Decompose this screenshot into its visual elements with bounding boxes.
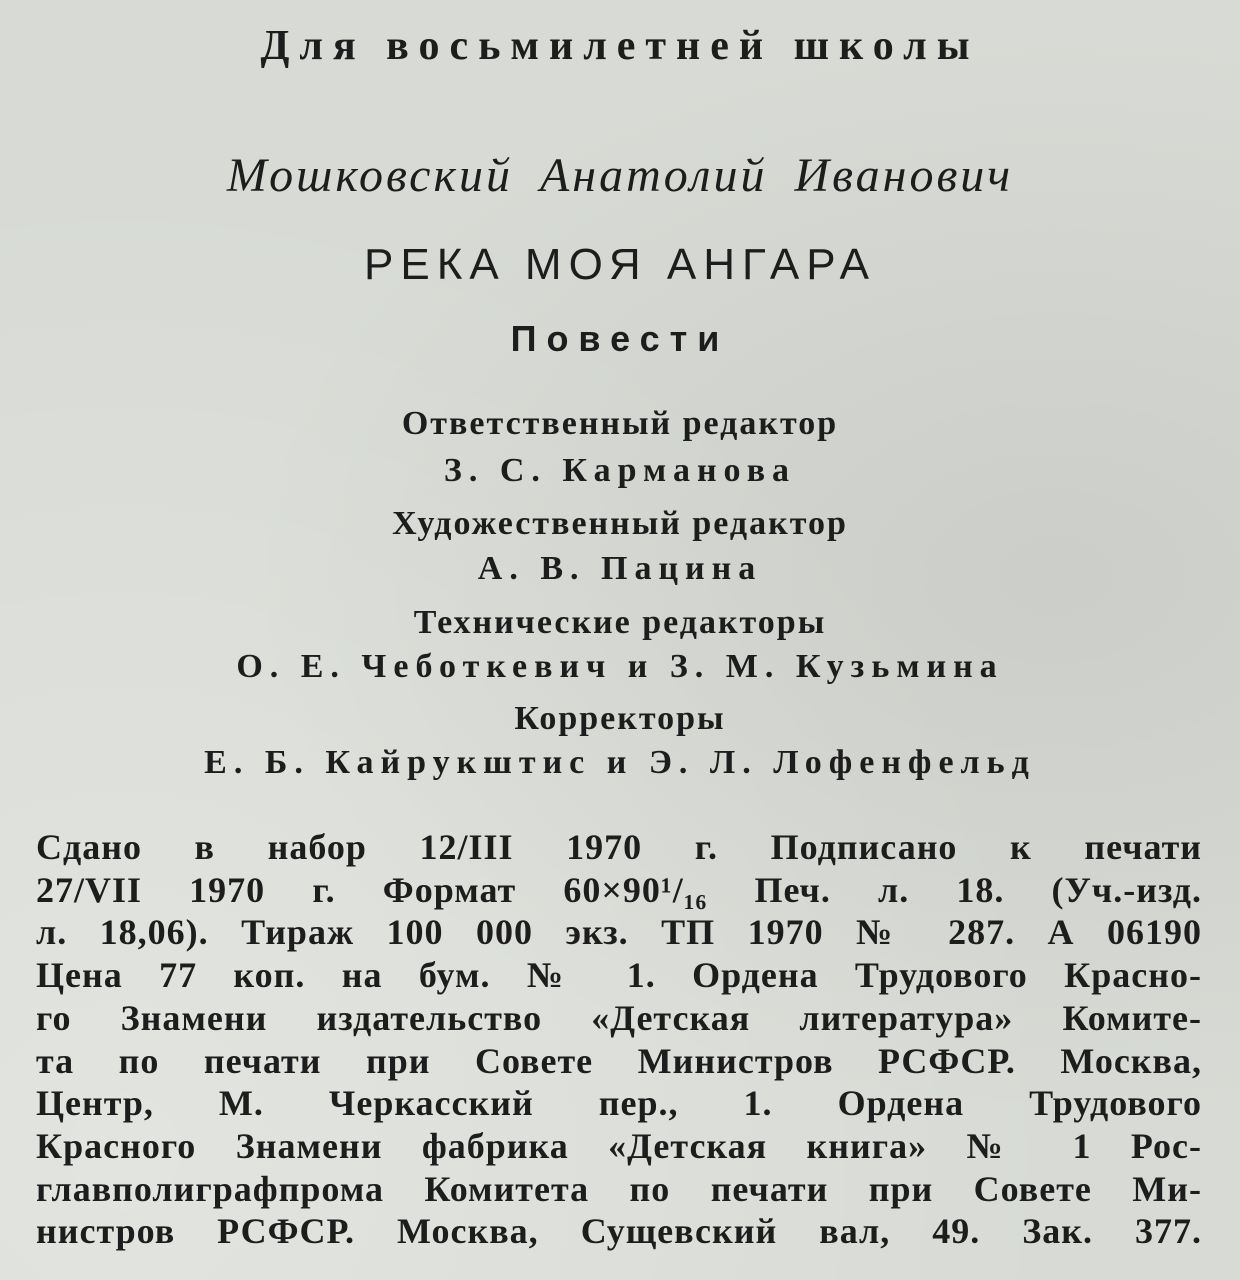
imprint-line: Сдано в набор 12/III 1970 г. Подписано к печати — [36, 827, 1202, 867]
imprint-line: го Знамени издательство «Детская литература» Комите- — [36, 997, 1202, 1038]
credit-name-responsible-editor: З. С. Карманова — [443, 452, 797, 489]
book-title: РЕКА МОЯ АНГАРА — [364, 240, 876, 289]
imprint-line: Центр, М. Черкасский пер., 1. Ордена Трудового — [36, 1083, 1202, 1124]
author-name: Мошковский Анатолий Иванович — [226, 149, 1014, 202]
credit-role-art-editor: Художественный редактор — [392, 505, 848, 542]
credit-name-technical-editors: О. Е. Чеботкевич и З. М. Кузьмина — [236, 648, 1004, 685]
imprint-line: л. 18,06). Тираж 100 000 экз. ТП 1970 № 287. А 06190 — [36, 912, 1202, 953]
imprint-block — [36, 826, 1202, 1253]
credit-name-art-editor: А. В. Пацина — [477, 550, 763, 587]
credit-role-proofreaders: Корректоры — [514, 700, 726, 737]
series-heading: Для восьмилетней школы — [260, 23, 980, 69]
credit-role-technical-editors: Технические редакторы — [413, 604, 827, 641]
credit-name-proofreaders: Е. Б. Кайрукштис и Э. Л. Лофенфельд — [204, 744, 1036, 781]
imprint-line: Цена 77 коп. на бум. № 1. Ордена Трудового Красно- — [36, 955, 1202, 996]
imprint-line: нистров РСФСР. Москва, Сущевский вал, 49. Зак. 377. — [36, 1211, 1202, 1252]
imprint-line: главполиграфпрома Комитета по печати при Совете Ми- — [36, 1168, 1202, 1209]
genre-label: Повести — [510, 318, 730, 359]
imprint-line: 27/VII 1970 г. Формат 60×90¹/₁₆ Печ. л. 18. (Уч.-изд. — [36, 869, 1202, 910]
imprint-line: та по печати при Совете Министров РСФСР. Москва, — [36, 1040, 1202, 1081]
credit-role-responsible-editor: Ответственный редактор — [401, 405, 839, 442]
imprint-line: Красного Знамени фабрика «Детская книга» № 1 Рос- — [36, 1125, 1202, 1166]
